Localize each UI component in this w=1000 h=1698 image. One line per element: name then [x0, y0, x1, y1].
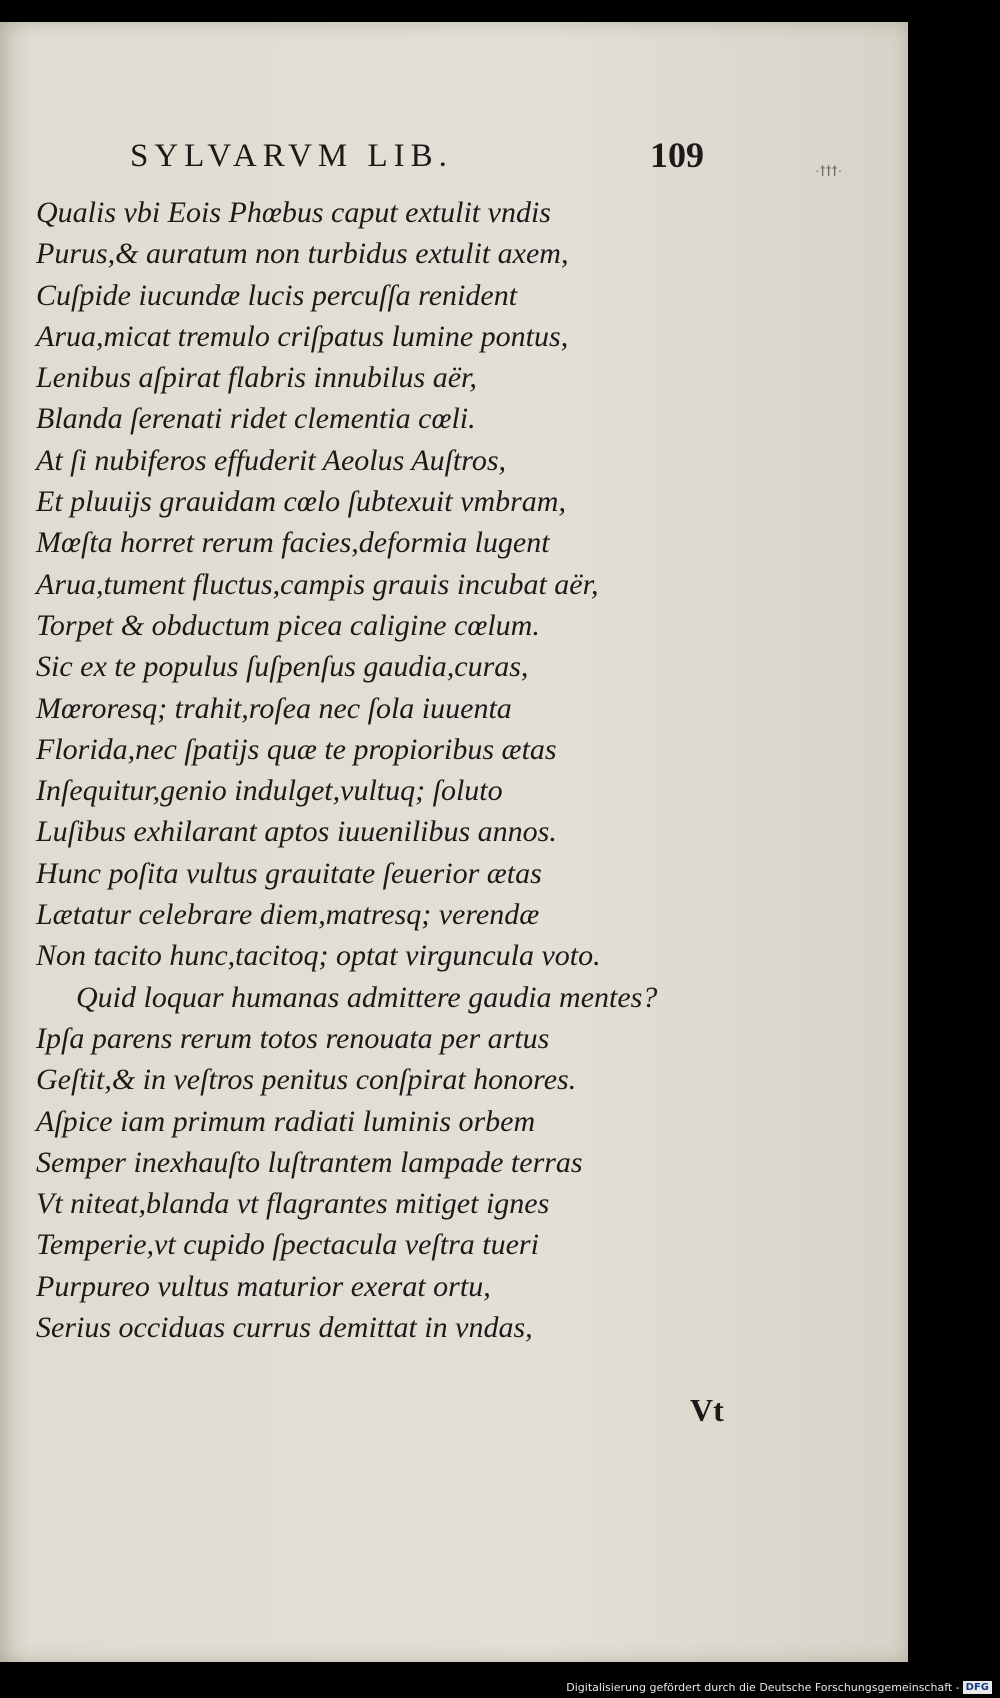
verse-line: Sic ex te populus ſuſpenſus gaudia,curas,	[36, 650, 529, 684]
verse-line: Luſibus exhilarant aptos iuuenilibus annos.	[36, 815, 557, 849]
verse-line: Aſpice iam primum radiati luminis orbem	[36, 1104, 536, 1138]
margin-note: ·ꝉꝉꝉ·	[815, 165, 843, 180]
verse-line: Non tacito hunc,tacitoq; optat virguncula voto.	[36, 939, 601, 973]
verse-line: Arua,tument fluctus,campis grauis incubat aër,	[36, 567, 599, 601]
verse-line: Quid loquar humanas admittere gaudia mentes?	[76, 980, 658, 1014]
verse-line: Blanda ſerenati ridet clementia cœli.	[36, 402, 476, 436]
digitization-credit	[566, 1681, 992, 1694]
running-head: SYLVARVM LIB.	[130, 138, 453, 174]
verse-line: Inſequitur,genio indulget,vultuq; ſoluto	[36, 774, 503, 808]
verse-line: Lætatur celebrare diem,matresq; verendæ	[36, 898, 540, 932]
dfg-logo-icon: DFG	[963, 1681, 992, 1694]
verse-line: Mœſta horret rerum facies,deformia lugent	[36, 526, 550, 560]
verse-line: Serius occiduas currus demittat in vndas,	[36, 1311, 533, 1345]
verse-block	[36, 192, 856, 1348]
verse-line: Lenibus aſpirat flabris innubilus aër,	[36, 361, 477, 395]
verse-line: At ſi nubiferos effuderit Aeolus Auſtros,	[36, 443, 506, 477]
credit-text: Digitalisierung gefördert durch die Deutsche Forschungsgemeinschaft -	[566, 1681, 960, 1694]
catchword: Vt	[690, 1392, 724, 1428]
verse-line: Ipſa parens rerum totos renouata per artus	[36, 1021, 550, 1055]
verse-line: Hunc poſita vultus grauitate ſeuerior ætas	[36, 856, 542, 890]
verse-line: Vt niteat,blanda vt flagrantes mitiget ignes	[36, 1187, 550, 1221]
verse-line: Geſtit,& in veſtros penitus conſpirat honores.	[36, 1063, 577, 1097]
verse-line: Florida,nec ſpatijs quæ te propioribus ætas	[36, 732, 557, 766]
verse-line: Mœroresq; trahit,roſea nec ſola iuuenta	[36, 691, 512, 725]
page-number: 109	[650, 135, 704, 175]
book-page	[0, 22, 908, 1662]
verse-line: Torpet & obductum picea caligine cœlum.	[36, 608, 540, 642]
verse-line: Purus,& auratum non turbidus extulit axem,	[36, 237, 569, 271]
verse-line: Et pluuijs grauidam cœlo ſubtexuit vmbram,	[36, 485, 566, 519]
verse-line: Semper inexhauſto luſtrantem lampade terras	[36, 1145, 583, 1179]
verse-line: Temperie,vt cupido ſpectacula veſtra tueri	[36, 1228, 539, 1262]
verse-line: Arua,micat tremulo criſpatus lumine pontus,	[36, 319, 569, 353]
verse-line: Qualis vbi Eois Phœbus caput extulit vndis	[36, 196, 551, 229]
verse-line: Cuſpide iucundæ lucis percuſſa renident	[36, 278, 518, 312]
verse-line: Purpureo vultus maturior exerat ortu,	[36, 1269, 491, 1303]
